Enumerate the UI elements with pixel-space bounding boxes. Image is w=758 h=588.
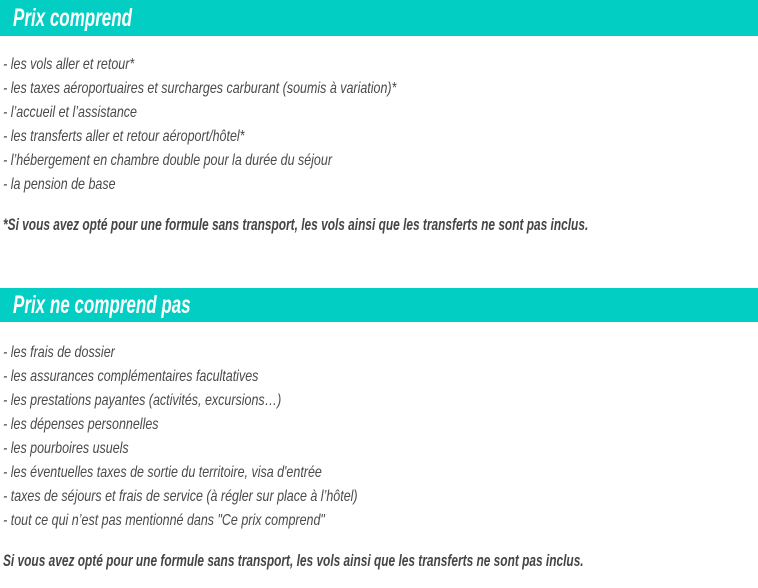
list-item: - la pension de base <box>3 176 116 193</box>
price-excludes-header-bar <box>0 288 758 322</box>
list-item: - les pourboires usuels <box>3 440 129 457</box>
list-item: - les vols aller et retour* <box>3 56 135 73</box>
price-excludes-list <box>0 341 736 533</box>
price-excludes-title: Prix ne comprend pas <box>13 291 191 319</box>
list-item: - l’hébergement en chambre double pour la durée du séjour <box>3 152 332 169</box>
list-item: - les prestations payantes (activités, excursions…) <box>3 392 282 409</box>
price-includes-title: Prix comprend <box>13 4 133 32</box>
price-excludes-note <box>0 549 758 573</box>
list-item: - taxes de séjours et frais de service (à régler sur place à l’hôtel) <box>3 488 358 505</box>
list-item: - les assurances complémentaires facultatives <box>3 368 259 385</box>
list-item: - l’accueil et l’assistance <box>3 104 137 121</box>
list-item: - les éventuelles taxes de sortie du territoire, visa d'entrée <box>3 464 322 481</box>
list-item: - les transferts aller et retour aéroport/hôtel* <box>3 128 245 145</box>
list-item: - les dépenses personnelles <box>3 416 159 433</box>
price-includes-header-bar <box>0 0 758 36</box>
price-excludes-note-text: Si vous avez opté pour une formule sans transport, les vols ainsi que les transferts ne sont pas inclus. <box>3 551 584 570</box>
list-item: - tout ce qui n’est pas mentionné dans "Ce prix comprend" <box>3 512 325 529</box>
price-includes-list <box>0 53 736 197</box>
price-includes-note-text: *Si vous avez opté pour une formule sans transport, les vols ainsi que les transferts ne sont pas inclus. <box>3 215 589 234</box>
price-includes-note <box>0 213 758 237</box>
list-item: - les taxes aéroportuaires et surcharges carburant (soumis à variation)* <box>3 80 397 97</box>
list-item: - les frais de dossier <box>3 344 115 361</box>
